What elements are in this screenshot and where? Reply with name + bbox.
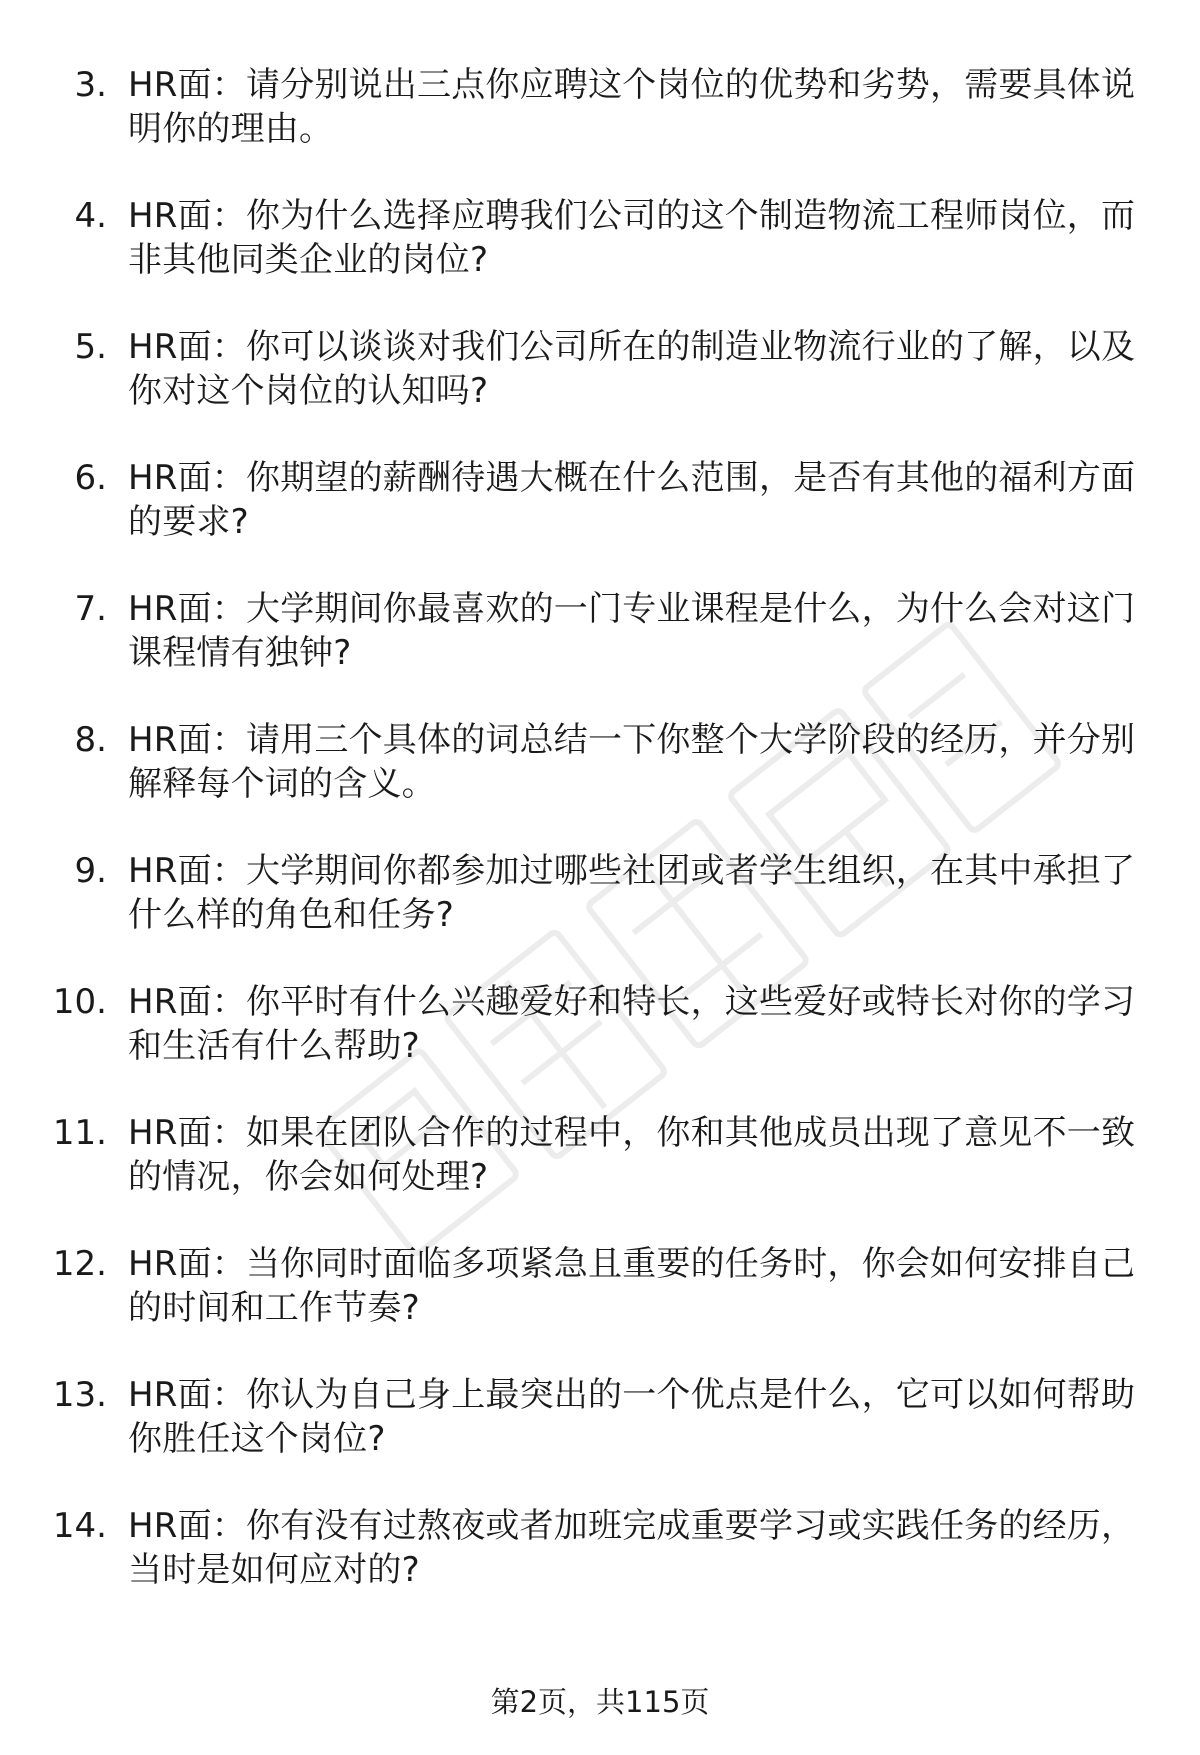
question-item [0,191,1200,322]
question-number: 7. [74,589,107,629]
question-item [0,977,1200,1108]
question-text: HR面：如果在团队合作的过程中，你和其他成员出现了意见不一致的情况，你会如何处理? [128,1113,1136,1197]
question-text: HR面：你有没有过熬夜或者加班完成重要学习或实践任务的经历，当时是如何应对的? [128,1506,1136,1590]
question-item [0,715,1200,846]
question-text: HR面：你平时有什么兴趣爱好和特长，这些爱好或特长对你的学习和生活有什么帮助? [128,982,1136,1066]
question-text: HR面：你期望的薪酬待遇大概在什么范围，是否有其他的福利方面的要求? [128,458,1136,542]
question-number: 3. [74,65,107,105]
question-item [0,1239,1200,1370]
question-text: HR面：你为什么选择应聘我们公司的这个制造物流工程师岗位，而非其他同类企业的岗位? [128,196,1136,280]
question-item [0,60,1200,191]
question-number: 14. [52,1506,107,1546]
question-text: HR面：你可以谈谈对我们公司所在的制造业物流行业的了解，以及你对这个岗位的认知吗? [128,327,1136,411]
question-text: HR面：请分别说出三点你应聘这个岗位的优势和劣势，需要具体说明你的理由。 [128,65,1136,149]
question-text: HR面：大学期间你都参加过哪些社团或者学生组织，在其中承担了什么样的角色和任务? [128,851,1136,935]
page-footer: 第2页，共115页 [490,1685,710,1719]
question-number: 12. [52,1244,107,1284]
question-item [0,1370,1200,1501]
question-text: HR面：大学期间你最喜欢的一门专业课程是什么，为什么会对这门课程情有独钟? [128,589,1136,673]
question-item [0,1501,1200,1632]
question-item [0,453,1200,584]
question-number: 5. [74,327,107,367]
question-item [0,322,1200,453]
question-number: 10. [52,982,107,1022]
question-number: 13. [52,1375,107,1415]
question-number: 11. [52,1113,107,1153]
question-text: HR面：请用三个具体的词总结一下你整个大学阶段的经历，并分别解释每个词的含义。 [128,720,1136,804]
question-text: HR面：当你同时面临多项紧急且重要的任务时，你会如何安排自己的时间和工作节奏? [128,1244,1136,1328]
question-number: 8. [74,720,107,760]
question-number: 9. [74,851,107,891]
question-list [0,60,1200,1632]
question-number: 6. [74,458,107,498]
question-text: HR面：你认为自己身上最突出的一个优点是什么，它可以如何帮助你胜任这个岗位? [128,1375,1136,1459]
question-item [0,846,1200,977]
question-item [0,584,1200,715]
question-item [0,1108,1200,1239]
question-number: 4. [74,196,107,236]
